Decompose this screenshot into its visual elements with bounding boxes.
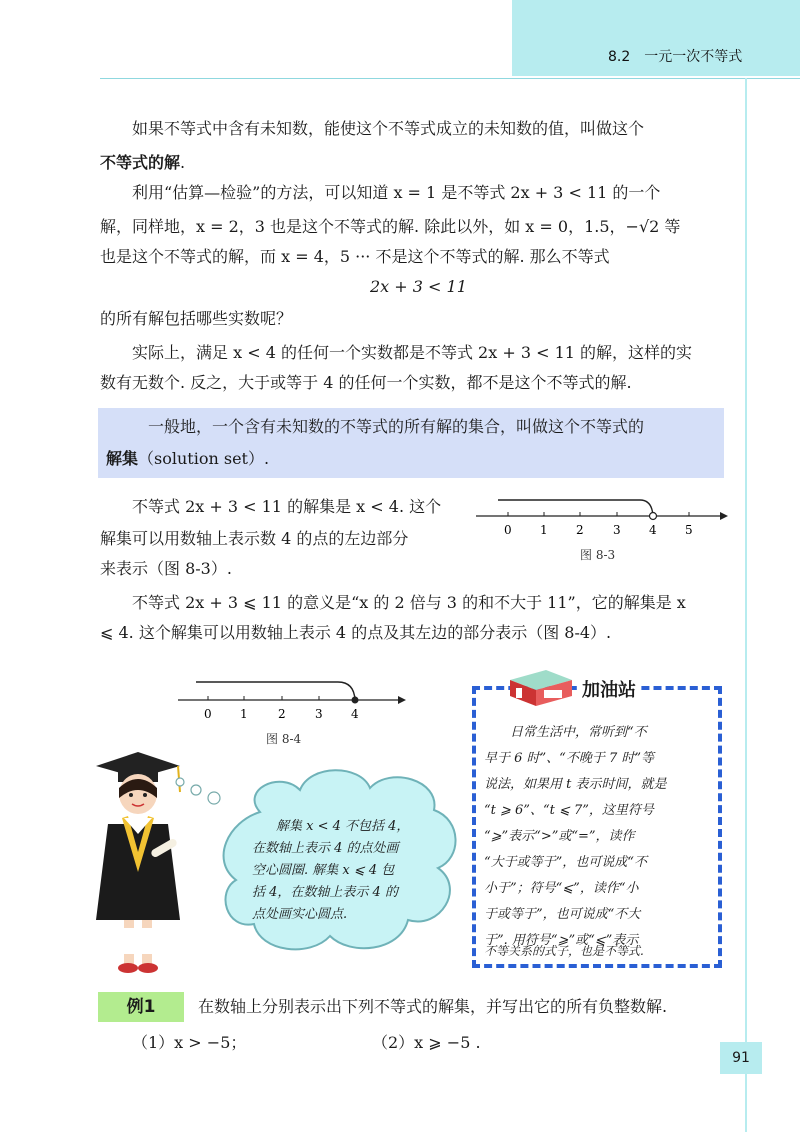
fig4-solution-ray — [196, 682, 355, 700]
para2-line1: 利用“估算—检验”的方法，可以知道 x = 1 是不等式 2x + 3 < 11 的一个 — [132, 183, 661, 202]
jiayouzhan-line5: “⩾”表示“>”或“=”，读作 — [484, 829, 635, 844]
para2-line3: 也是这个不等式的解，而 x = 4，5 ··· 不是这个不等式的解. 那么不等式 — [100, 247, 610, 266]
jiayouzhan-title: 加油站 — [578, 676, 640, 702]
fig3-tick-2: 2 — [576, 523, 584, 537]
fig3-tick-0: 0 — [504, 523, 512, 537]
para1-line1: 如果不等式中含有未知数，能使这个不等式成立的未知数的值，叫做这个 — [132, 119, 645, 138]
para4-line2: 解集可以用数轴上表示数 4 的点的左边部分 — [100, 529, 409, 548]
fig3-arrow — [720, 512, 728, 520]
example-question-2: （2）x ⩾ −5 . — [372, 1033, 481, 1052]
side-rule — [745, 78, 747, 1132]
para1-line2: 不等式的解. — [100, 153, 186, 172]
formula: 2x + 3 < 11 — [370, 277, 467, 296]
fig4-tick-3: 3 — [315, 707, 323, 721]
jiayouzhan-line7: 小于”；符号“⩽”，读作“小 — [484, 881, 639, 896]
cloud-line5: 点处画实心圆点. — [252, 907, 348, 922]
fig3-caption: 图 8-3 — [580, 548, 616, 562]
cloud-line2: 在数轴上表示 4 的点处画 — [252, 841, 399, 856]
fig3-tick-1: 1 — [540, 523, 548, 537]
gas-station-icon — [506, 664, 576, 710]
fig4-tick-1: 1 — [240, 707, 248, 721]
para3-line2: 数有无数个. 反之，大于或等于 4 的任何一个实数，都不是这个不等式的解. — [100, 373, 632, 392]
fig4-tick-2: 2 — [278, 707, 286, 721]
fig4-arrow — [398, 696, 406, 704]
jiayouzhan-line1: 日常生活中，常听到“不 — [510, 725, 647, 740]
example-tag: 例1 — [98, 992, 184, 1022]
term-solution-set: 解集 — [106, 449, 139, 468]
number-line-fig3 — [470, 494, 730, 544]
fig4-tick-4: 4 — [351, 707, 359, 721]
term-solution: 不等式的解 — [100, 153, 181, 172]
para2-line4: 的所有解包括哪些实数呢？ — [100, 309, 293, 328]
cloud-line1: 解集 x < 4 不包括 4， — [276, 819, 410, 834]
example-text: 在数轴上分别表示出下列不等式的解集，并写出它的所有负整数解. — [198, 997, 668, 1016]
number-line-fig4 — [172, 676, 412, 726]
para5-line1: 不等式 2x + 3 ⩽ 11 的意义是“x 的 2 倍与 3 的和不大于 11”，它的解集是 x — [132, 593, 686, 612]
para2-line2: 解，同样地，x = 2，3 也是这个不等式的解. 除此以外，如 x = 0，1.5，−√2 等 — [100, 217, 681, 236]
header-rule — [100, 78, 800, 79]
jiayouzhan-line4: “t ⩾ 6”、“t ⩽ 7”，这里符号 — [484, 803, 654, 818]
definition-line1: 一般地，一个含有未知数的不等式的所有解的集合，叫做这个不等式的 — [148, 417, 645, 436]
para4-line1: 不等式 2x + 3 < 11 的解集是 x < 4. 这个 — [132, 497, 442, 516]
definition-line2: 解集（solution set）. — [106, 449, 270, 468]
fig4-solid-dot — [352, 697, 359, 704]
jiayouzhan-line2: 早于 6 时”、“不晚于 7 时”等 — [484, 751, 655, 766]
fig4-caption: 图 8-4 — [266, 732, 302, 746]
para3-line1: 实际上，满足 x < 4 的任何一个实数都是不等式 2x + 3 < 11 的解，这样的实 — [132, 343, 693, 362]
section-title: 8.2 一元一次不等式 — [608, 49, 743, 65]
jiayouzhan-line9: 于”. 用符号“⩾”或“⩽”表示 — [484, 933, 639, 948]
para4-line3: 来表示（图 8-3）. — [100, 559, 232, 578]
fig3-tick-3: 3 — [613, 523, 621, 537]
fig3-open-circle — [650, 513, 657, 520]
fig3-tick-5: 5 — [685, 523, 693, 537]
jiayouzhan-line8: 于或等于”，也可说成“不大 — [484, 907, 641, 922]
fig3-tick-4: 4 — [649, 523, 657, 537]
example-question-1: （1）x > −5； — [132, 1033, 247, 1052]
jiayouzhan-line10: 不等关系的式子，也是不等式. — [484, 944, 644, 958]
fig4-tick-0: 0 — [204, 707, 212, 721]
para5-line2: ⩽ 4. 这个解集可以用数轴上表示 4 的点及其左边的部分表示（图 8-4）. — [100, 623, 612, 642]
cloud-line4: 括 4，在数轴上表示 4 的 — [252, 885, 398, 900]
cloud-line3: 空心圆圈. 解集 x ⩽ 4 包 — [252, 863, 395, 878]
jiayouzhan-line6: “大于或等于”，也可说成“不 — [484, 855, 647, 870]
jiayouzhan-line3: 说法，如果用 t 表示时间，就是 — [484, 777, 667, 792]
fig3-solution-ray — [498, 500, 653, 516]
page-number: 91 — [720, 1042, 762, 1074]
